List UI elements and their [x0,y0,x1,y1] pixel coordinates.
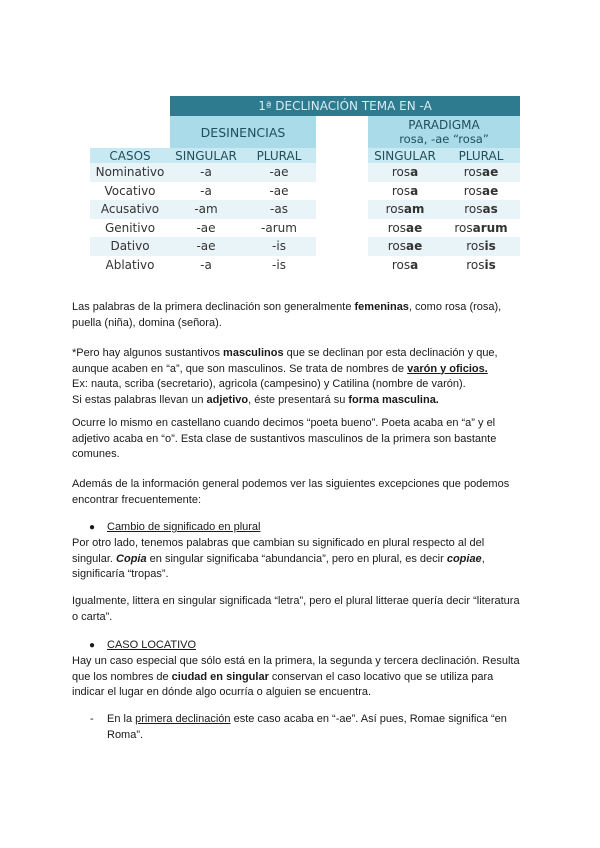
text: en singular significaba “abundancia”, pero en plural, es decir [146,552,447,565]
ending: am [403,202,425,217]
paragraph-locativo [72,654,532,701]
case-name-cell: Ablativo [90,256,170,275]
stem: ros [391,183,411,198]
bullet-caso-locativo: CASO LOCATIVO [107,639,197,651]
stem: ros [385,202,404,217]
case-name-cell: Dativo [90,237,170,256]
text: , como rosa (rosa), [408,301,502,313]
paragraph-excepciones [72,477,532,508]
ending: is [484,239,496,254]
text: o carta”. [72,610,113,623]
singular-ending-cell: -ae [170,219,242,238]
text: *Pero hay algunos sustantivos [72,347,224,359]
bullet-cambio-significado: Cambio de significado en plural [107,521,261,533]
paradigm-singular-cell [368,219,442,238]
ending: ae [482,165,499,180]
ending: is [484,257,496,272]
paradigma-subtitle: rosa, -ae “rosa” [399,132,489,146]
col-header-casos: CASOS [90,148,170,163]
col-header-singular: SINGULAR [170,148,242,163]
bold-text: adjetivo [206,393,249,406]
text: Si estas palabras llevan un [72,393,207,406]
bold-italic-text: Copia [116,552,147,565]
paradigm-singular-cell [368,163,442,182]
bold-underlined-text: varón y oficios. [407,362,488,375]
text: comunes. [72,448,120,460]
singular-ending-cell: -a [170,163,242,182]
text: encontrar frecuentemente: [72,493,202,506]
ending: as [482,202,498,217]
ending: a [410,165,419,180]
plural-ending-cell: -as [242,200,316,219]
ending: a [410,183,419,198]
ending: a [410,257,419,272]
table-title: 1ª DECLINACIÓN TEMA EN -A [170,96,520,116]
bold-italic-text: copiae [446,552,482,565]
ending: arum [472,220,508,235]
stem: ros [463,183,482,198]
desinencias-header: DESINENCIAS [170,116,316,148]
paradigm-singular-cell [368,237,442,256]
bold-text: masculinos [223,347,284,359]
text: que se declinan por esta declinación y que, [283,347,498,359]
case-name-cell: Vocativo [90,182,170,201]
paragraph-masculinos [72,346,532,408]
text: aunque acaben en “a”, que son masculinos. Se trata de nombres de [72,362,408,375]
paradigm-plural-cell [442,182,520,201]
bullet-dot: ● [89,640,96,651]
text: Ocurre lo mismo en castellano cuando decimos “poeta bueno”. Poeta acaba en “a” y el [72,417,496,429]
paradigm-singular-cell [368,200,442,219]
stem: ros [466,257,485,272]
text: Por otro lado, tenemos palabras que cambian su significado en plural respecto al del [72,537,485,549]
ending: ae [482,183,499,198]
case-name-cell: Acusativo [90,200,170,219]
plural-ending-cell: -ae [242,182,316,201]
plural-ending-cell: -ae [242,163,316,182]
col-header-singular-paradigma: SINGULAR [368,148,442,163]
text: Igualmente, littera en singular significada “letra”, pero el plural litterae quería decir “literatura [72,595,520,607]
text: indicar el lugar en dónde algo ocurría o alguien se encuentra. [72,686,372,698]
plural-ending-cell: -is [242,237,316,256]
text: En la [107,713,136,725]
text: adjetivo acaba en “o”. Esta clase de sustantivos masculinos de la primera son bastante [72,432,497,445]
paradigm-plural-cell [442,200,520,219]
paradigma-header [368,116,520,148]
underlined-text: primera declinación [135,713,231,725]
text: puella (niña), domina (señora). [72,316,222,329]
text: significaría “tropas”. [72,568,169,580]
text: Además de la información general podemos ver las siguientes excepciones que podemos [72,478,510,490]
col-header-plural: PLURAL [242,148,316,163]
text: que los nombres de [72,670,172,683]
plural-ending-cell: -is [242,256,316,275]
paradigma-title: PARADIGMA [408,118,480,132]
text: , [481,552,485,565]
singular-ending-cell: -am [170,200,242,219]
text: Las palabras de la primera declinación son generalmente [72,301,355,313]
bold-text: ciudad en singular [171,670,269,683]
text: este caso acaba en “-ae”. Así pues, Romae significa “en [230,713,507,725]
paradigm-plural-cell [442,163,520,182]
paragraph-femeninas [72,300,532,331]
stem: ros [463,165,482,180]
stem: ros [391,165,411,180]
dash-bullet: - [90,713,94,725]
paragraph-romae [107,712,527,743]
text: Roma”. [107,728,144,741]
paragraph-copia [72,536,532,583]
declension-table [90,96,520,274]
col-header-plural-paradigma: PLURAL [442,148,520,163]
singular-ending-cell: -ae [170,237,242,256]
text: Ex: nauta, scriba (secretario), agricola (campesino) y Catilina (nombre de varón). [72,378,466,390]
paragraph-castellano [72,416,532,463]
bullet-dot: ● [89,522,96,533]
paragraph-littera [72,594,532,625]
plural-ending-cell: -arum [242,219,316,238]
paradigm-singular-cell [368,182,442,201]
ending: ae [406,220,423,235]
case-name-cell: Genitivo [90,219,170,238]
stem: ros [466,239,485,254]
stem: ros [387,239,406,254]
stem: ros [391,257,411,272]
singular-ending-cell: -a [170,182,242,201]
stem: ros [387,220,406,235]
stem: ros [454,220,473,235]
text: , éste presentará su [248,393,349,406]
text: singular. [72,552,117,565]
text: Hay un caso especial que sólo está en la primera, la segunda y tercera declinación. Resulta [72,655,520,667]
case-name-cell: Nominativo [90,163,170,182]
bold-text: forma masculina. [348,393,439,406]
paradigm-plural-cell [442,237,520,256]
stem: ros [464,202,483,217]
text: conservan el caso locativo que se utiliza para [268,670,494,683]
paradigm-plural-cell [442,256,520,275]
bold-text: femeninas [354,301,409,313]
paradigm-singular-cell [368,256,442,275]
ending: ae [406,239,423,254]
paradigm-plural-cell [442,219,520,238]
singular-ending-cell: -a [170,256,242,275]
